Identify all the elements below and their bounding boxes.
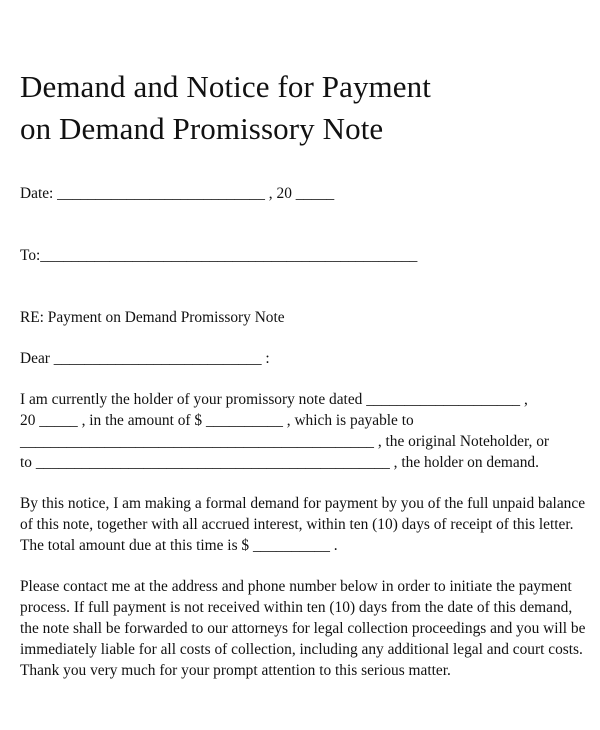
- paragraph-line: 20 _____ , in the amount of $ __________ , which is payable to: [20, 412, 414, 429]
- paragraph-line: of this note, together with all accrued interest, within ten (10) days of receipt of this letter.: [20, 516, 574, 533]
- to-line: To:_________________________________________________: [20, 247, 418, 264]
- paragraph-line: I am currently the holder of your promissory note dated ____________________ ,: [20, 391, 528, 408]
- title-line-2: on Demand Promissory Note: [20, 111, 384, 146]
- paragraph-line: immediately liable for all costs of collection, including any additional legal and court costs.: [20, 641, 583, 658]
- paragraph-line: By this notice, I am making a formal demand for payment by you of the full unpaid balance: [20, 495, 586, 512]
- paragraph-line: The total amount due at this time is $ __________ .: [20, 537, 338, 554]
- paragraph-line: Thank you very much for your prompt attention to this serious matter.: [20, 662, 451, 679]
- paragraph-line: to ______________________________________________ , the holder on demand.: [20, 454, 539, 471]
- re-line: RE: Payment on Demand Promissory Note: [20, 309, 285, 326]
- paragraph-line: the note shall be forwarded to our attorneys for legal collection proceedings and you will be: [20, 620, 586, 637]
- dear-line: Dear ___________________________ :: [20, 350, 270, 367]
- paragraph-line: process. If full payment is not received within ten (10) days from the date of this demand,: [20, 599, 573, 616]
- document-title: [20, 66, 431, 150]
- paragraph-line: ______________________________________________ , the original Noteholder, or: [20, 433, 550, 450]
- paragraph-line: Please contact me at the address and phone number below in order to initiate the payment: [20, 578, 572, 595]
- title-line-1: Demand and Notice for Payment: [20, 69, 431, 104]
- date-line: Date: ___________________________ , 20 _____: [20, 185, 335, 202]
